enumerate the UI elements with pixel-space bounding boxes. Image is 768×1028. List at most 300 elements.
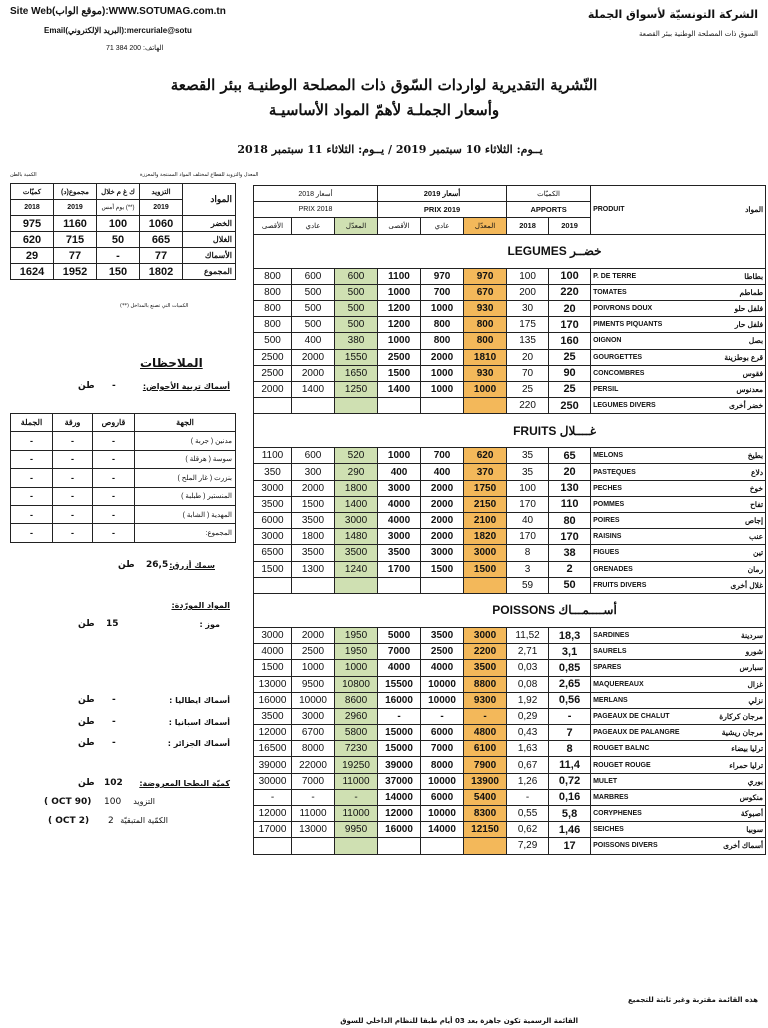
avg-2019-cell: 2200 bbox=[464, 644, 507, 660]
box-cell: - bbox=[93, 487, 135, 505]
company-subtitle: السوق ذات المصلحة الوطنية ببئر القصعة bbox=[638, 30, 758, 38]
max-2018-cell: 1500 bbox=[254, 561, 292, 577]
product-name-fr: PASTEQUES bbox=[591, 464, 683, 480]
table-row bbox=[254, 284, 766, 300]
qty-2019-cell: 25 bbox=[549, 349, 591, 365]
qty-2019-cell: 18,3 bbox=[549, 627, 591, 643]
blue-fish-value: 26,5 bbox=[146, 560, 169, 570]
max-2018-cell: 13000 bbox=[254, 676, 292, 692]
product-name-ar: بطاطا bbox=[683, 268, 766, 284]
qty-2018-cell: 100 bbox=[507, 268, 549, 284]
max-2019-cell: 15000 bbox=[378, 725, 421, 741]
page-title: النّشرية التقديرية لواردات السّوق ذات المصلحة الوطنيـة ببئر القصعة bbox=[170, 76, 598, 94]
sum-qty-2018: 620 bbox=[11, 232, 54, 248]
product-name-ar: بصل bbox=[683, 333, 766, 349]
sum-supply-header: التزويد bbox=[140, 184, 183, 200]
avg-2019-cell: 620 bbox=[464, 448, 507, 464]
qty-2018-cell: 35 bbox=[507, 464, 549, 480]
normal-2018-cell: 3500 bbox=[292, 513, 335, 529]
product-name-fr: ROUGET ROUGE bbox=[591, 757, 683, 773]
box-cell: - bbox=[93, 524, 135, 542]
product-name-ar: ترليا حمراء bbox=[683, 757, 766, 773]
product-name-fr: SPARES bbox=[591, 660, 683, 676]
wholesale-header: الجملة bbox=[11, 414, 53, 432]
normal-2018-cell: 10000 bbox=[292, 692, 335, 708]
remaining-date: ( OCT 2) bbox=[48, 816, 90, 826]
product-name-ar: أصبوكة bbox=[683, 806, 766, 822]
max-2019-cell: 1200 bbox=[378, 317, 421, 333]
avg-2019-cell: 1810 bbox=[464, 349, 507, 365]
spain-fish-label: أسماك اسبانيا : bbox=[168, 718, 230, 727]
prix-2018-header: PRIX 2018 bbox=[254, 202, 378, 218]
qty-2018-cell: 20 bbox=[507, 349, 549, 365]
avg-2018-cell: 1950 bbox=[335, 644, 378, 660]
normal-2018-cell: 500 bbox=[292, 300, 335, 316]
region-row bbox=[11, 524, 236, 542]
avg-2019-header: المعدّل bbox=[464, 218, 507, 234]
avg-2019-cell: 8800 bbox=[464, 676, 507, 692]
max-2018-cell: 16000 bbox=[254, 692, 292, 708]
normal-2019-cell: 7000 bbox=[421, 741, 464, 757]
normal-2019-cell: 10000 bbox=[421, 773, 464, 789]
qty-2019-cell: - bbox=[549, 708, 591, 724]
sum-qty-2018: 1624 bbox=[11, 264, 54, 280]
normal-2019-cell: 4000 bbox=[421, 660, 464, 676]
normal-2019-cell: 8000 bbox=[421, 757, 464, 773]
leaf-cell: - bbox=[53, 524, 93, 542]
normal-2019-cell: 10000 bbox=[421, 806, 464, 822]
section-title: FRUITS غــــلال bbox=[254, 414, 766, 448]
prices-2019-header: أسعار 2019 bbox=[378, 186, 507, 202]
table-row bbox=[254, 822, 766, 838]
avg-2019-cell: 3500 bbox=[464, 660, 507, 676]
product-name-fr: LEGUMES DIVERS bbox=[591, 398, 683, 414]
normal-2019-cell: 10000 bbox=[421, 692, 464, 708]
product-name-fr: MERLANS bbox=[591, 692, 683, 708]
sum-diff: 50 bbox=[97, 232, 140, 248]
normal-2018-cell: 500 bbox=[292, 284, 335, 300]
avg-2018-cell: 1950 bbox=[335, 627, 378, 643]
summary-note: المعدل والتزويد للقطاع لمختلف المواد الممنتجة والمعززة bbox=[140, 172, 259, 178]
normal-2018-header: عادي bbox=[292, 218, 335, 234]
max-2019-cell: 15000 bbox=[378, 741, 421, 757]
product-name-ar: عنب bbox=[683, 529, 766, 545]
normal-2018-cell: 3000 bbox=[292, 708, 335, 724]
apports-header: APPORTS bbox=[507, 202, 591, 218]
avg-2018-cell: 1400 bbox=[335, 496, 378, 512]
avg-2018-cell: - bbox=[335, 789, 378, 805]
avg-2018-cell bbox=[335, 838, 378, 854]
product-name-fr: MULET bbox=[591, 773, 683, 789]
footer-note-1: هذه القائمة مقتربة وغير ثابتة للتجميع bbox=[628, 996, 758, 1004]
qty-2019-cell: 220 bbox=[549, 284, 591, 300]
table-row bbox=[254, 300, 766, 316]
product-name-ar: تفاح bbox=[683, 496, 766, 512]
email-link[interactable]: Email(البريد الإلكتروني):mercuriale@sotu bbox=[44, 26, 192, 35]
product-name-ar: سردينة bbox=[683, 627, 766, 643]
normal-2019-cell: 700 bbox=[421, 284, 464, 300]
normal-2018-cell: 600 bbox=[292, 268, 335, 284]
product-name-fr: FIGUES bbox=[591, 545, 683, 561]
max-2018-cell: 3000 bbox=[254, 529, 292, 545]
product-name-fr: POIRES bbox=[591, 513, 683, 529]
normal-2018-cell: 500 bbox=[292, 317, 335, 333]
banana-unit: طن bbox=[78, 619, 95, 629]
table-row bbox=[254, 627, 766, 643]
max-2019-cell: 16000 bbox=[378, 692, 421, 708]
company-name: الشركة التونسيّة لأسواق الجملة bbox=[587, 8, 758, 21]
avg-2018-cell: 1800 bbox=[335, 480, 378, 496]
regions-table bbox=[10, 413, 236, 543]
qty-2019-cell: 17 bbox=[549, 838, 591, 854]
normal-2019-cell: 10000 bbox=[421, 676, 464, 692]
qty-2019-cell: 0,72 bbox=[549, 773, 591, 789]
max-2018-cell: 6500 bbox=[254, 545, 292, 561]
normal-2018-cell: 1000 bbox=[292, 660, 335, 676]
table-row bbox=[254, 806, 766, 822]
summary-row bbox=[11, 248, 236, 264]
table-row bbox=[254, 692, 766, 708]
table-row bbox=[254, 464, 766, 480]
qty-2018-cell: 25 bbox=[507, 381, 549, 397]
table-row bbox=[254, 398, 766, 414]
product-name-ar: شورو bbox=[683, 644, 766, 660]
normal-2019-cell: 970 bbox=[421, 268, 464, 284]
normal-2019-cell: 3500 bbox=[421, 627, 464, 643]
sum-total-2019: 77 bbox=[54, 248, 97, 264]
product-name-ar: مرجان كركارة bbox=[683, 708, 766, 724]
avg-2018-cell bbox=[335, 398, 378, 414]
normal-2018-cell bbox=[292, 838, 335, 854]
avg-2019-cell: 930 bbox=[464, 365, 507, 381]
qty-2019-cell: 0,56 bbox=[549, 692, 591, 708]
avg-2018-cell: 500 bbox=[335, 300, 378, 316]
sum-diff: 150 bbox=[97, 264, 140, 280]
max-2018-cell: 16500 bbox=[254, 741, 292, 757]
qty-2019-cell: 160 bbox=[549, 333, 591, 349]
max-2019-cell: 1000 bbox=[378, 333, 421, 349]
normal-2018-cell: 1300 bbox=[292, 561, 335, 577]
max-2018-cell: 800 bbox=[254, 268, 292, 284]
qty-2018-cell: 35 bbox=[507, 448, 549, 464]
normal-2019-cell: 700 bbox=[421, 448, 464, 464]
leaf-header: ورقة bbox=[53, 414, 93, 432]
wholesale-cell: - bbox=[11, 469, 53, 487]
table-row bbox=[254, 676, 766, 692]
sum-qty-2018: 975 bbox=[11, 216, 54, 232]
avg-2019-cell: 7900 bbox=[464, 757, 507, 773]
qty-2019-cell: 7 bbox=[549, 725, 591, 741]
banana-value: 15 bbox=[106, 619, 119, 629]
product-name-fr: SARDINES bbox=[591, 627, 683, 643]
normal-2019-cell: 2000 bbox=[421, 349, 464, 365]
qty-2019-cell: 5,8 bbox=[549, 806, 591, 822]
avg-2019-cell: 3000 bbox=[464, 545, 507, 561]
section-title: POISSONS أســــمـــاك bbox=[254, 593, 766, 627]
qty-2018-cell: 0,08 bbox=[507, 676, 549, 692]
year-2018-header: 2018 bbox=[507, 218, 549, 234]
avg-2018-cell: 5800 bbox=[335, 725, 378, 741]
qty-2019-cell: 0,16 bbox=[549, 789, 591, 805]
max-2018-cell: 3500 bbox=[254, 496, 292, 512]
qty-2018-cell: 40 bbox=[507, 513, 549, 529]
product-name-fr: PIMENTS PIQUANTS bbox=[591, 317, 683, 333]
box-cell: - bbox=[93, 432, 135, 450]
max-2018-cell: 800 bbox=[254, 317, 292, 333]
avg-2019-cell: 5400 bbox=[464, 789, 507, 805]
table-row bbox=[254, 757, 766, 773]
summary-unit-note: الكمية بالطن bbox=[10, 172, 37, 178]
avg-2019-cell: 6100 bbox=[464, 741, 507, 757]
max-2019-cell: 1700 bbox=[378, 561, 421, 577]
product-name-fr: PERSIL bbox=[591, 381, 683, 397]
qty-2019-cell: 50 bbox=[549, 577, 591, 593]
max-2018-cell: 800 bbox=[254, 300, 292, 316]
qty-2018-cell: 100 bbox=[507, 480, 549, 496]
sum-total-header: مجموع(د) bbox=[54, 184, 97, 200]
sum-product-header: المواد bbox=[183, 184, 236, 216]
year-2019-header: 2019 bbox=[549, 218, 591, 234]
sum-product-label: الأسماك bbox=[183, 248, 236, 264]
normal-2019-cell: 3000 bbox=[421, 545, 464, 561]
avg-2018-cell: 1550 bbox=[335, 349, 378, 365]
box-cell: - bbox=[93, 505, 135, 523]
qty-2018-cell: 2,71 bbox=[507, 644, 549, 660]
sum-diff: 100 bbox=[97, 216, 140, 232]
supply-value: 100 bbox=[104, 797, 122, 807]
normal-2018-cell: 13000 bbox=[292, 822, 335, 838]
max-2018-cell: 12000 bbox=[254, 806, 292, 822]
sum-prev-header: يوم أمس (**) bbox=[97, 200, 140, 216]
footer-note-2: القائمة الرسمية تكون جاهزة بعد 03 أيام طبقا للنظام الداخلي للسوق bbox=[340, 1017, 578, 1025]
max-2018-cell: 4000 bbox=[254, 644, 292, 660]
sum-supply-2019: 1802 bbox=[140, 264, 183, 280]
sum-product-label: المجموع bbox=[183, 264, 236, 280]
product-name-fr: SAURELS bbox=[591, 644, 683, 660]
italy-fish-value: - bbox=[112, 695, 116, 705]
qty-2018-cell: 220 bbox=[507, 398, 549, 414]
product-name-ar: سبارس bbox=[683, 660, 766, 676]
max-2018-cell: 3000 bbox=[254, 627, 292, 643]
qty-2019-cell: 38 bbox=[549, 545, 591, 561]
wholesale-cell: - bbox=[11, 487, 53, 505]
spain-fish-unit: طن bbox=[78, 717, 95, 727]
leaf-cell: - bbox=[53, 432, 93, 450]
qty-2018-cell: 1,92 bbox=[507, 692, 549, 708]
notes-title: الملاحظات bbox=[140, 356, 203, 370]
table-row bbox=[254, 496, 766, 512]
max-2018-cell bbox=[254, 398, 292, 414]
qty-2018-cell: 0,55 bbox=[507, 806, 549, 822]
normal-2019-cell: 14000 bbox=[421, 822, 464, 838]
normal-2019-cell bbox=[421, 577, 464, 593]
max-2019-cell: 4000 bbox=[378, 513, 421, 529]
avg-2018-cell: 2960 bbox=[335, 708, 378, 724]
product-name-fr: FRUITS DIVERS bbox=[591, 577, 683, 593]
product-name-fr: PAGEAUX DE PALANGRE bbox=[591, 725, 683, 741]
avg-2019-cell: 800 bbox=[464, 317, 507, 333]
product-name-fr: CONCOMBRES bbox=[591, 365, 683, 381]
table-row bbox=[254, 268, 766, 284]
normal-2018-cell: 600 bbox=[292, 448, 335, 464]
sum-y18-header: 2018 bbox=[11, 200, 54, 216]
wholesale-cell: - bbox=[11, 524, 53, 542]
product-name-ar: طماطم bbox=[683, 284, 766, 300]
table-row bbox=[254, 365, 766, 381]
avg-2019-cell: 2100 bbox=[464, 513, 507, 529]
max-2018-cell: 39000 bbox=[254, 757, 292, 773]
region-name: المنستير ( طبلبة ) bbox=[135, 487, 236, 505]
product-name-ar: رمان bbox=[683, 561, 766, 577]
max-2018-cell: 3500 bbox=[254, 708, 292, 724]
qty-2018-cell: 0,43 bbox=[507, 725, 549, 741]
leaf-cell: - bbox=[53, 505, 93, 523]
product-name-fr: GRENADES bbox=[591, 561, 683, 577]
region-name: المجموع: bbox=[135, 524, 236, 542]
table-row bbox=[254, 773, 766, 789]
normal-2019-cell bbox=[421, 838, 464, 854]
region-name: المهدية ( الشابة ) bbox=[135, 505, 236, 523]
normal-2018-cell: 7000 bbox=[292, 773, 335, 789]
leaf-cell: - bbox=[53, 450, 93, 468]
company-block bbox=[538, 8, 758, 38]
avg-2018-cell: 8600 bbox=[335, 692, 378, 708]
website-link[interactable]: Site Web(موقع الواب):WWW.SOTUMAG.com.tn bbox=[10, 6, 226, 17]
contact-block bbox=[10, 6, 240, 52]
avg-2018-cell: 10800 bbox=[335, 676, 378, 692]
region-row bbox=[11, 432, 236, 450]
qty-2018-cell: 70 bbox=[507, 365, 549, 381]
max-2019-cell: 1000 bbox=[378, 448, 421, 464]
product-name-fr: POMMES bbox=[591, 496, 683, 512]
region-row bbox=[11, 450, 236, 468]
qty-2019-cell: 65 bbox=[549, 448, 591, 464]
max-2019-cell: 3500 bbox=[378, 545, 421, 561]
basin-fish-label: أسماك تربية الأحواض: bbox=[142, 382, 230, 391]
max-2019-cell: 2500 bbox=[378, 349, 421, 365]
region-header: الجهة bbox=[135, 414, 236, 432]
qty-2019-cell: 2 bbox=[549, 561, 591, 577]
table-row bbox=[254, 545, 766, 561]
sum-supply-2019: 1060 bbox=[140, 216, 183, 232]
qty-2018-cell: 170 bbox=[507, 529, 549, 545]
qty-2018-cell: 0,29 bbox=[507, 708, 549, 724]
product-name-fr: GOURGETTES bbox=[591, 349, 683, 365]
summary-footnote: الكميات التي تصنع بالمداخل (**) bbox=[120, 303, 189, 309]
qty-2018-cell: 1,63 bbox=[507, 741, 549, 757]
avg-2019-cell: 1750 bbox=[464, 480, 507, 496]
price-table bbox=[253, 185, 766, 855]
normal-2019-cell: 6000 bbox=[421, 725, 464, 741]
region-name: مدنين ( جربة ) bbox=[135, 432, 236, 450]
avg-2018-cell: 11000 bbox=[335, 806, 378, 822]
avg-2018-cell: 600 bbox=[335, 268, 378, 284]
qty-2019-cell: 11,4 bbox=[549, 757, 591, 773]
max-2019-cell: 3000 bbox=[378, 529, 421, 545]
normal-2018-cell: 11000 bbox=[292, 806, 335, 822]
qty-2019-cell: 3,1 bbox=[549, 644, 591, 660]
date-line: يــوم: الثلاثاء 10 سبتمبر 2019 / يــوم: الثلاثاء 11 سبتمبر 2018 bbox=[237, 143, 543, 156]
produit-header: PRODUIT bbox=[591, 186, 683, 235]
box-cell: - bbox=[93, 450, 135, 468]
product-name-ar: بطيخ bbox=[683, 448, 766, 464]
dates-value: 102 bbox=[104, 778, 123, 788]
product-name-ar: ترليا بيضاء bbox=[683, 741, 766, 757]
qty-2018-cell: 0,62 bbox=[507, 822, 549, 838]
avg-2019-cell: 2150 bbox=[464, 496, 507, 512]
normal-2019-cell: 2000 bbox=[421, 529, 464, 545]
max-2018-cell bbox=[254, 838, 292, 854]
section-title: LEGUMES خضــر bbox=[254, 234, 766, 268]
max-2018-cell: 2000 bbox=[254, 381, 292, 397]
supply-date: ( OCT 90) bbox=[44, 797, 92, 807]
max-2018-cell: 3000 bbox=[254, 480, 292, 496]
box-cell: - bbox=[93, 469, 135, 487]
table-row bbox=[254, 644, 766, 660]
product-name-fr: P. DE TERRE bbox=[591, 268, 683, 284]
normal-2018-cell: 2000 bbox=[292, 480, 335, 496]
max-2019-cell: 12000 bbox=[378, 806, 421, 822]
normal-2018-cell: 1400 bbox=[292, 381, 335, 397]
avg-2019-cell: - bbox=[464, 708, 507, 724]
table-row bbox=[254, 448, 766, 464]
leaf-cell: - bbox=[53, 487, 93, 505]
section-row bbox=[254, 234, 766, 268]
remaining-label: الكمّية المتبقيّة bbox=[120, 816, 168, 825]
sum-total-2019: 1952 bbox=[54, 264, 97, 280]
basin-fish-value: - bbox=[112, 381, 116, 391]
normal-2018-cell: 300 bbox=[292, 464, 335, 480]
normal-2018-cell: 2000 bbox=[292, 349, 335, 365]
qty-2018-cell: 170 bbox=[507, 496, 549, 512]
product-name-ar: قرع بوطزينة bbox=[683, 349, 766, 365]
qty-2019-cell: 250 bbox=[549, 398, 591, 414]
qty-2018-cell: 8 bbox=[507, 545, 549, 561]
normal-2019-cell: 800 bbox=[421, 333, 464, 349]
table-row bbox=[254, 741, 766, 757]
normal-2019-cell: 6000 bbox=[421, 789, 464, 805]
table-row bbox=[254, 513, 766, 529]
qty-2018-cell: 59 bbox=[507, 577, 549, 593]
product-name-fr: PECHES bbox=[591, 480, 683, 496]
max-2019-cell bbox=[378, 838, 421, 854]
sum-qty-2018: 29 bbox=[11, 248, 54, 264]
qty-2018-cell: 3 bbox=[507, 561, 549, 577]
max-2018-cell: 6000 bbox=[254, 513, 292, 529]
avg-2018-cell: 500 bbox=[335, 284, 378, 300]
max-2019-cell: 7000 bbox=[378, 644, 421, 660]
max-2019-cell: 1200 bbox=[378, 300, 421, 316]
table-row bbox=[254, 838, 766, 854]
qty-2019-cell: 20 bbox=[549, 464, 591, 480]
normal-2019-cell: 1500 bbox=[421, 561, 464, 577]
avg-2019-cell: 3000 bbox=[464, 627, 507, 643]
phone-number: الهاتف: 200 384 71 bbox=[106, 45, 164, 52]
sum-supply-2019: 665 bbox=[140, 232, 183, 248]
qty-2018-cell: 11,52 bbox=[507, 627, 549, 643]
summary-table bbox=[10, 183, 236, 280]
qty-2018-cell: 175 bbox=[507, 317, 549, 333]
max-2018-cell bbox=[254, 577, 292, 593]
product-name-fr: POISSONS DIVERS bbox=[591, 838, 683, 854]
blue-fish-unit: طن bbox=[118, 560, 135, 570]
product-name-ar: سوبيا bbox=[683, 822, 766, 838]
normal-2018-cell: 8000 bbox=[292, 741, 335, 757]
avg-2018-cell: 290 bbox=[335, 464, 378, 480]
product-name-fr: TOMATES bbox=[591, 284, 683, 300]
normal-2018-cell: 22000 bbox=[292, 757, 335, 773]
max-2019-cell: 4000 bbox=[378, 496, 421, 512]
